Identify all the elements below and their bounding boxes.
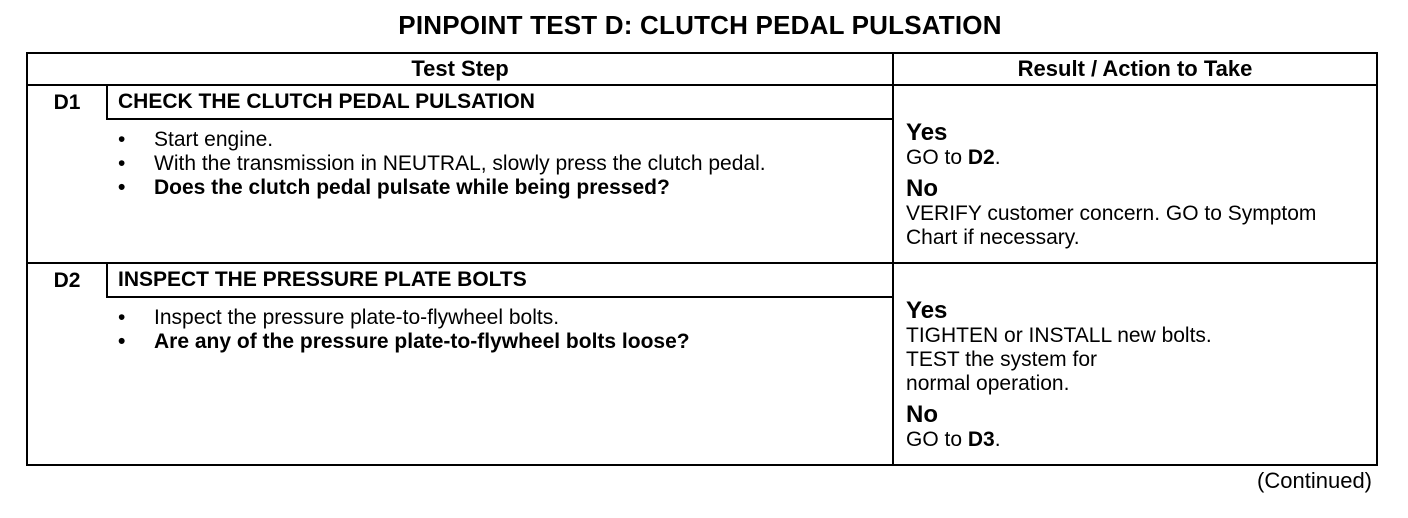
list-item-question: • Are any of the pressure plate-to-flywheel bolts loose? [118,330,690,353]
no-action-text: GO to [906,428,968,451]
step-d1-heading-row [27,85,1377,119]
no-action: VERIFY customer concern. GO to Symptom Chart if necessary. [906,202,1317,249]
yes-action-text: GO to [906,146,968,169]
pinpoint-test-table [26,52,1378,466]
yes-action-line-1: TIGHTEN or INSTALL new bolts. [906,324,1212,347]
yes-action-end: . [994,146,1001,169]
list-item-question: • Does the clutch pedal pulsate while being pressed? [118,176,670,199]
step-reference: D2 [967,146,995,169]
yes-action-line-2: TEST the system for [906,348,1098,371]
step-d2-instructions [27,297,893,465]
step-id: D2 [27,263,107,297]
step-d2-result [893,263,1377,465]
no-label: No [906,401,939,428]
column-header-result: Result / Action to Take [893,53,1377,85]
step-id: D1 [27,85,107,119]
step-d2-heading-row [27,263,1377,297]
step-name: CHECK THE CLUTCH PEDAL PULSATION [107,85,893,119]
step-d1-instructions [27,119,893,263]
result-no [906,402,1366,452]
bullet-icon: • [118,306,126,329]
bullet-icon: • [118,128,126,151]
bullet-icon: • [118,330,126,353]
result-yes [906,298,1366,396]
step-d1-result [893,85,1377,263]
bullet-icon: • [118,152,126,175]
yes-action [906,146,1366,170]
no-label: No [906,175,939,202]
bullet-icon: • [118,176,126,199]
yes-label: Yes [906,119,948,146]
step-name: INSPECT THE PRESSURE PLATE BOLTS [107,263,893,297]
step-reference: D3 [967,428,995,451]
page-title: PINPOINT TEST D: CLUTCH PEDAL PULSATION [398,10,1002,40]
table-header-row [27,53,1377,85]
no-action [906,428,1366,452]
continued-note: (Continued) [1257,468,1372,493]
list-item: • Start engine. [118,128,274,151]
list-item: • With the transmission in NEUTRAL, slowly press the clutch pedal. [118,152,766,175]
column-header-test-step: Test Step [27,53,893,85]
result-no [906,176,1366,250]
no-action-end: . [994,428,1001,451]
list-item: • Inspect the pressure plate-to-flywheel bolts. [118,306,560,329]
yes-label: Yes [906,297,948,324]
yes-action-line-3: normal operation. [906,372,1070,395]
result-yes [906,120,1366,170]
